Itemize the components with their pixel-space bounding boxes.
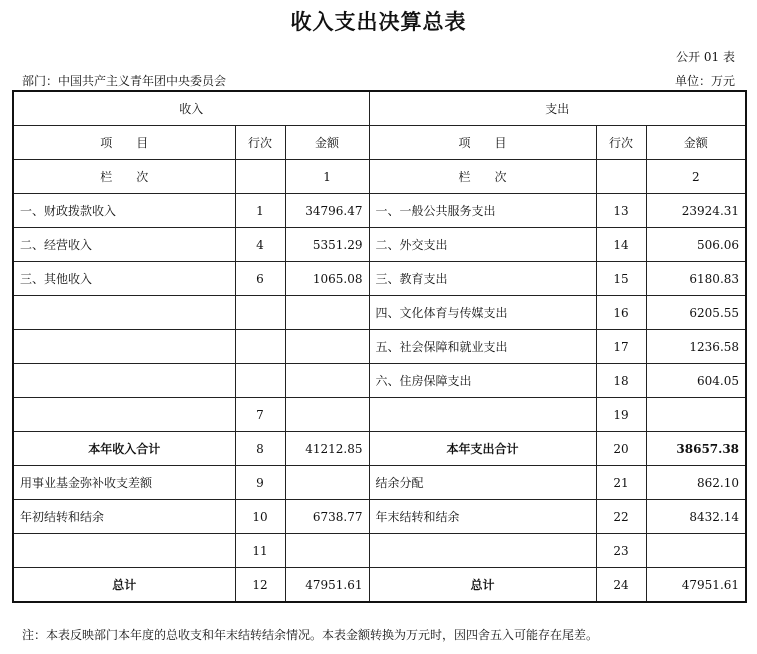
table-row (13, 228, 746, 262)
expense-item: 三、教育支出 (369, 262, 596, 296)
income-subtotal-amount: 41212.85 (285, 432, 369, 466)
total-row (13, 568, 746, 603)
expense-amount: 604.05 (646, 364, 746, 398)
income-item-header: 项 目 (13, 126, 235, 160)
unit-label: 单位：万元 (674, 74, 735, 88)
expense-line: 15 (596, 262, 646, 296)
expense-column-number: 2 (646, 160, 746, 194)
income-line: 10 (235, 500, 285, 534)
expense-item: 二、外交支出 (369, 228, 596, 262)
income-amount (285, 534, 369, 568)
expense-amount: 8432.14 (646, 500, 746, 534)
income-line: 7 (235, 398, 285, 432)
income-subtotal-label: 本年收入合计 (13, 432, 235, 466)
income-amount (285, 296, 369, 330)
expense-subtotal-amount: 38657.38 (646, 432, 746, 466)
expense-line: 13 (596, 194, 646, 228)
expense-item: 一、一般公共服务支出 (369, 194, 596, 228)
expense-amount-header: 金额 (646, 126, 746, 160)
expense-column-label: 栏 次 (369, 160, 596, 194)
summary-table (12, 90, 747, 603)
income-item (13, 534, 235, 568)
income-section-header: 收入 (13, 91, 369, 126)
table-row (13, 398, 746, 432)
department-label: 部门：中国共产主义青年团中央委员会 (22, 74, 227, 88)
expense-line: 14 (596, 228, 646, 262)
expense-amount: 506.06 (646, 228, 746, 262)
income-amount: 34796.47 (285, 194, 369, 228)
income-item (13, 296, 235, 330)
table-row (13, 262, 746, 296)
page-title: 收入支出决算总表 (290, 10, 467, 34)
expense-line: 21 (596, 466, 646, 500)
income-line (235, 364, 285, 398)
expense-line: 22 (596, 500, 646, 534)
expense-item: 结余分配 (369, 466, 596, 500)
income-subtotal-line: 8 (235, 432, 285, 466)
table-row (13, 194, 746, 228)
income-column-number: 1 (285, 160, 369, 194)
income-total-amount: 47951.61 (285, 568, 369, 603)
expense-section-header: 支出 (369, 91, 746, 126)
income-line: 9 (235, 466, 285, 500)
header-row-column-numbers (13, 160, 746, 194)
income-item: 一、财政拨款收入 (13, 194, 235, 228)
expense-line: 17 (596, 330, 646, 364)
expense-amount (646, 534, 746, 568)
expense-amount: 23924.31 (646, 194, 746, 228)
income-amount-header: 金额 (285, 126, 369, 160)
income-amount (285, 330, 369, 364)
expense-amount: 1236.58 (646, 330, 746, 364)
income-item (13, 364, 235, 398)
income-line (235, 330, 285, 364)
expense-item: 五、社会保障和就业支出 (369, 330, 596, 364)
income-line: 11 (235, 534, 285, 568)
income-item (13, 330, 235, 364)
expense-amount: 862.10 (646, 466, 746, 500)
expense-column-line-empty (596, 160, 646, 194)
subtotal-row (13, 432, 746, 466)
income-amount: 5351.29 (285, 228, 369, 262)
income-item: 年初结转和结余 (13, 500, 235, 534)
income-line (235, 296, 285, 330)
expense-item (369, 534, 596, 568)
expense-subtotal-label: 本年支出合计 (369, 432, 596, 466)
income-item: 用事业基金弥补收支差额 (13, 466, 235, 500)
expense-item-header: 项 目 (369, 126, 596, 160)
income-line: 1 (235, 194, 285, 228)
income-total-label: 总计 (13, 568, 235, 603)
income-amount (285, 364, 369, 398)
table-row (13, 500, 746, 534)
income-line: 6 (235, 262, 285, 296)
expense-line: 23 (596, 534, 646, 568)
income-column-label: 栏 次 (13, 160, 235, 194)
table-row (13, 466, 746, 500)
table-row (13, 296, 746, 330)
income-amount: 6738.77 (285, 500, 369, 534)
income-amount (285, 398, 369, 432)
income-line: 4 (235, 228, 285, 262)
expense-item: 四、文化体育与传媒支出 (369, 296, 596, 330)
expense-amount: 6180.83 (646, 262, 746, 296)
expense-total-line: 24 (596, 568, 646, 603)
income-item (13, 398, 235, 432)
expense-total-amount: 47951.61 (646, 568, 746, 603)
expense-item (369, 398, 596, 432)
income-total-line: 12 (235, 568, 285, 603)
footnote: 注：本表反映部门本年度的总收支和年末结转结余情况。本表金额转换为万元时，因四舍五入可能存在尾差。 (22, 628, 599, 642)
income-line-header: 行次 (235, 126, 285, 160)
income-amount: 1065.08 (285, 262, 369, 296)
income-item: 二、经营收入 (13, 228, 235, 262)
income-amount (285, 466, 369, 500)
table-row (13, 330, 746, 364)
table-row (13, 534, 746, 568)
expense-line: 18 (596, 364, 646, 398)
table-row (13, 364, 746, 398)
income-item: 三、其他收入 (13, 262, 235, 296)
income-column-line-empty (235, 160, 285, 194)
expense-line: 16 (596, 296, 646, 330)
expense-subtotal-line: 20 (596, 432, 646, 466)
header-row-columns (13, 126, 746, 160)
expense-line-header: 行次 (596, 126, 646, 160)
expense-line: 19 (596, 398, 646, 432)
expense-item: 六、住房保障支出 (369, 364, 596, 398)
expense-item: 年末结转和结余 (369, 500, 596, 534)
header-row-section (13, 91, 746, 126)
expense-amount: 6205.55 (646, 296, 746, 330)
expense-total-label: 总计 (369, 568, 596, 603)
expense-amount (646, 398, 746, 432)
form-number: 公开 01 表 (676, 50, 735, 64)
